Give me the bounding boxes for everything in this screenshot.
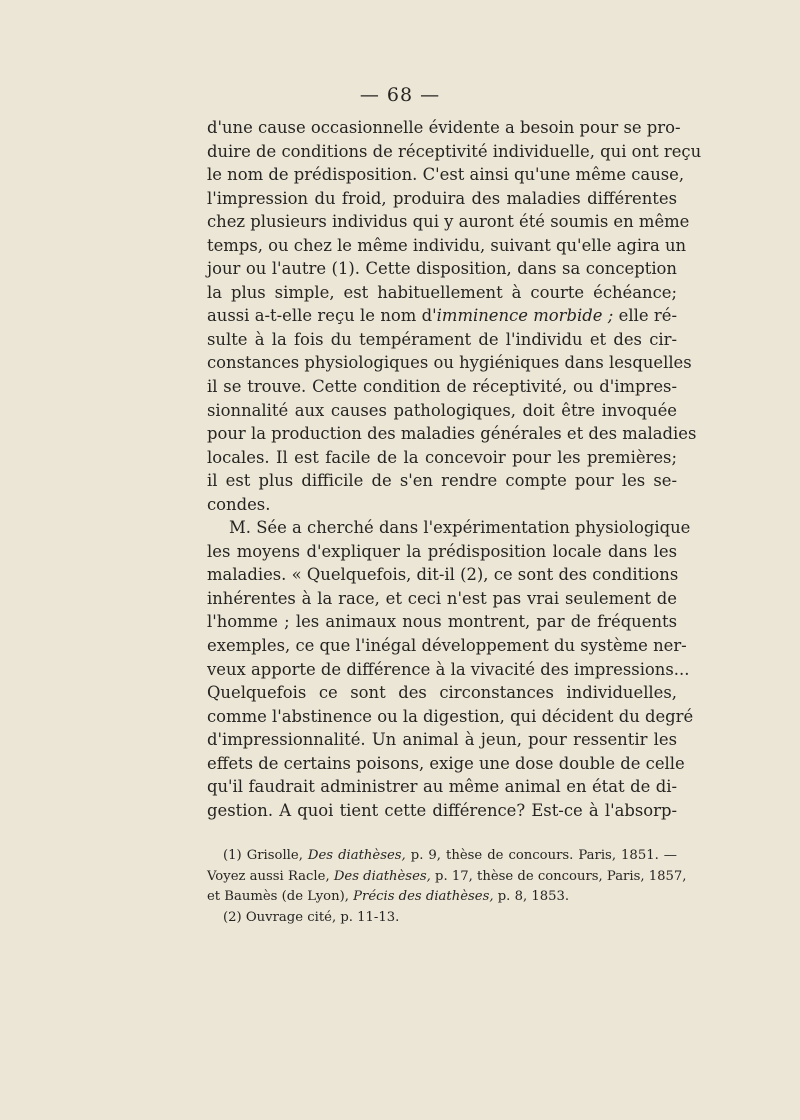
footnote-text: et Baumès (de Lyon),	[207, 889, 354, 904]
text-line: effets de certains poisons, exige une dose double de celle	[207, 753, 685, 773]
footnote-title: Précis des diathèses,	[353, 889, 494, 904]
text-line: M. Sée a cherché dans l'expérimentation physiologique	[229, 518, 691, 538]
text-line: il se trouve. Cette condition de réceptivité, ou d'impres-	[207, 377, 677, 397]
text-line-with-italic	[207, 304, 677, 328]
text-line: la plus simple, est habituellement à courte échéance;	[207, 282, 677, 302]
page-number: — 68 —	[359, 84, 441, 106]
footnote-text: Voyez aussi Racle,	[207, 868, 334, 884]
paragraph-1	[207, 116, 702, 516]
text-line: il est plus difficile de s'en rendre compte pour les se-	[207, 471, 677, 491]
footnote-1-line	[207, 887, 677, 908]
text-line: Quelquefois ce sont des circonstances individuelles,	[207, 683, 677, 703]
text-line: exemples, ce que l'inégal développement du système ner-	[207, 636, 687, 656]
footnote-text: p. 8, 1853.	[493, 889, 570, 904]
text-line: pour la production des maladies générales et des maladies	[207, 424, 697, 444]
text-line: comme l'abstinence ou la digestion, qui décident du degré	[207, 706, 694, 726]
text-line: veux apporte de différence à la vivacité des impressions...	[207, 659, 690, 679]
text-segment: elle ré-	[613, 306, 677, 326]
text-line: constances physiologiques ou hygiéniques dans lesquelles	[207, 353, 692, 373]
text-line: duire de conditions de réceptivité individuelle, qui ont reçu	[207, 141, 702, 161]
text-line: sionnalité aux causes pathologiques, doit être invoquée	[207, 400, 677, 420]
footnote-text: p. 17, thèse de concours, Paris, 1857,	[430, 868, 687, 884]
text-line: condes.	[207, 494, 271, 514]
text-line: d'impressionnalité. Un animal à jeun, pour ressentir les	[207, 730, 677, 750]
text-line: chez plusieurs individus qui y auront été soumis en même	[207, 212, 690, 232]
text-line: gestion. A quoi tient cette différence? Est-ce à l'absorp-	[207, 800, 677, 820]
footnotes	[207, 846, 687, 928]
footnote-2: (2) Ouvrage cité, p. 11-13.	[223, 909, 400, 925]
footnote-title: Des diathèses,	[333, 868, 431, 884]
text-line: l'homme ; les animaux nous montrent, par de fréquents	[207, 612, 677, 632]
text-line: temps, ou chez le même individu, suivant qu'elle agira un	[207, 235, 687, 255]
text-line: d'une cause occasionnelle évidente a besoin pour se pro-	[207, 118, 681, 137]
text-line: l'impression du froid, produira des maladies différentes	[207, 188, 677, 208]
footnote-title: Des diathèses,	[307, 848, 406, 863]
text-line: inhérentes à la race, et ceci n'est pas vrai seulement de	[207, 588, 677, 608]
text-line: qu'il faudrait administrer au même animal en état de di-	[207, 777, 677, 797]
footnote-1-line	[207, 867, 687, 888]
footnote-1-line	[207, 846, 677, 867]
footnote-text: (1) Grisolle,	[223, 848, 308, 863]
text-line: maladies. « Quelquefois, dit-il (2), ce sont des conditions	[207, 565, 679, 585]
paragraph-2	[207, 516, 694, 822]
text-line: jour ou l'autre (1). Cette disposition, dans sa conception	[207, 259, 677, 279]
text-line: le nom de prédisposition. C'est ainsi qu'une même cause,	[207, 165, 685, 185]
text-segment: aussi a-t-elle reçu le nom d'	[207, 306, 437, 326]
footnote-text: p. 9, thèse de concours. Paris, 1851. —	[405, 848, 677, 863]
text-line: sulte à la fois du tempérament de l'individu et des cir-	[207, 329, 677, 349]
text-line: locales. Il est facile de la concevoir pour les premières;	[207, 447, 677, 467]
text-line: les moyens d'expliquer la prédisposition locale dans les	[207, 541, 677, 561]
main-text	[207, 116, 702, 822]
italic-term: imminence morbide ;	[436, 306, 614, 326]
